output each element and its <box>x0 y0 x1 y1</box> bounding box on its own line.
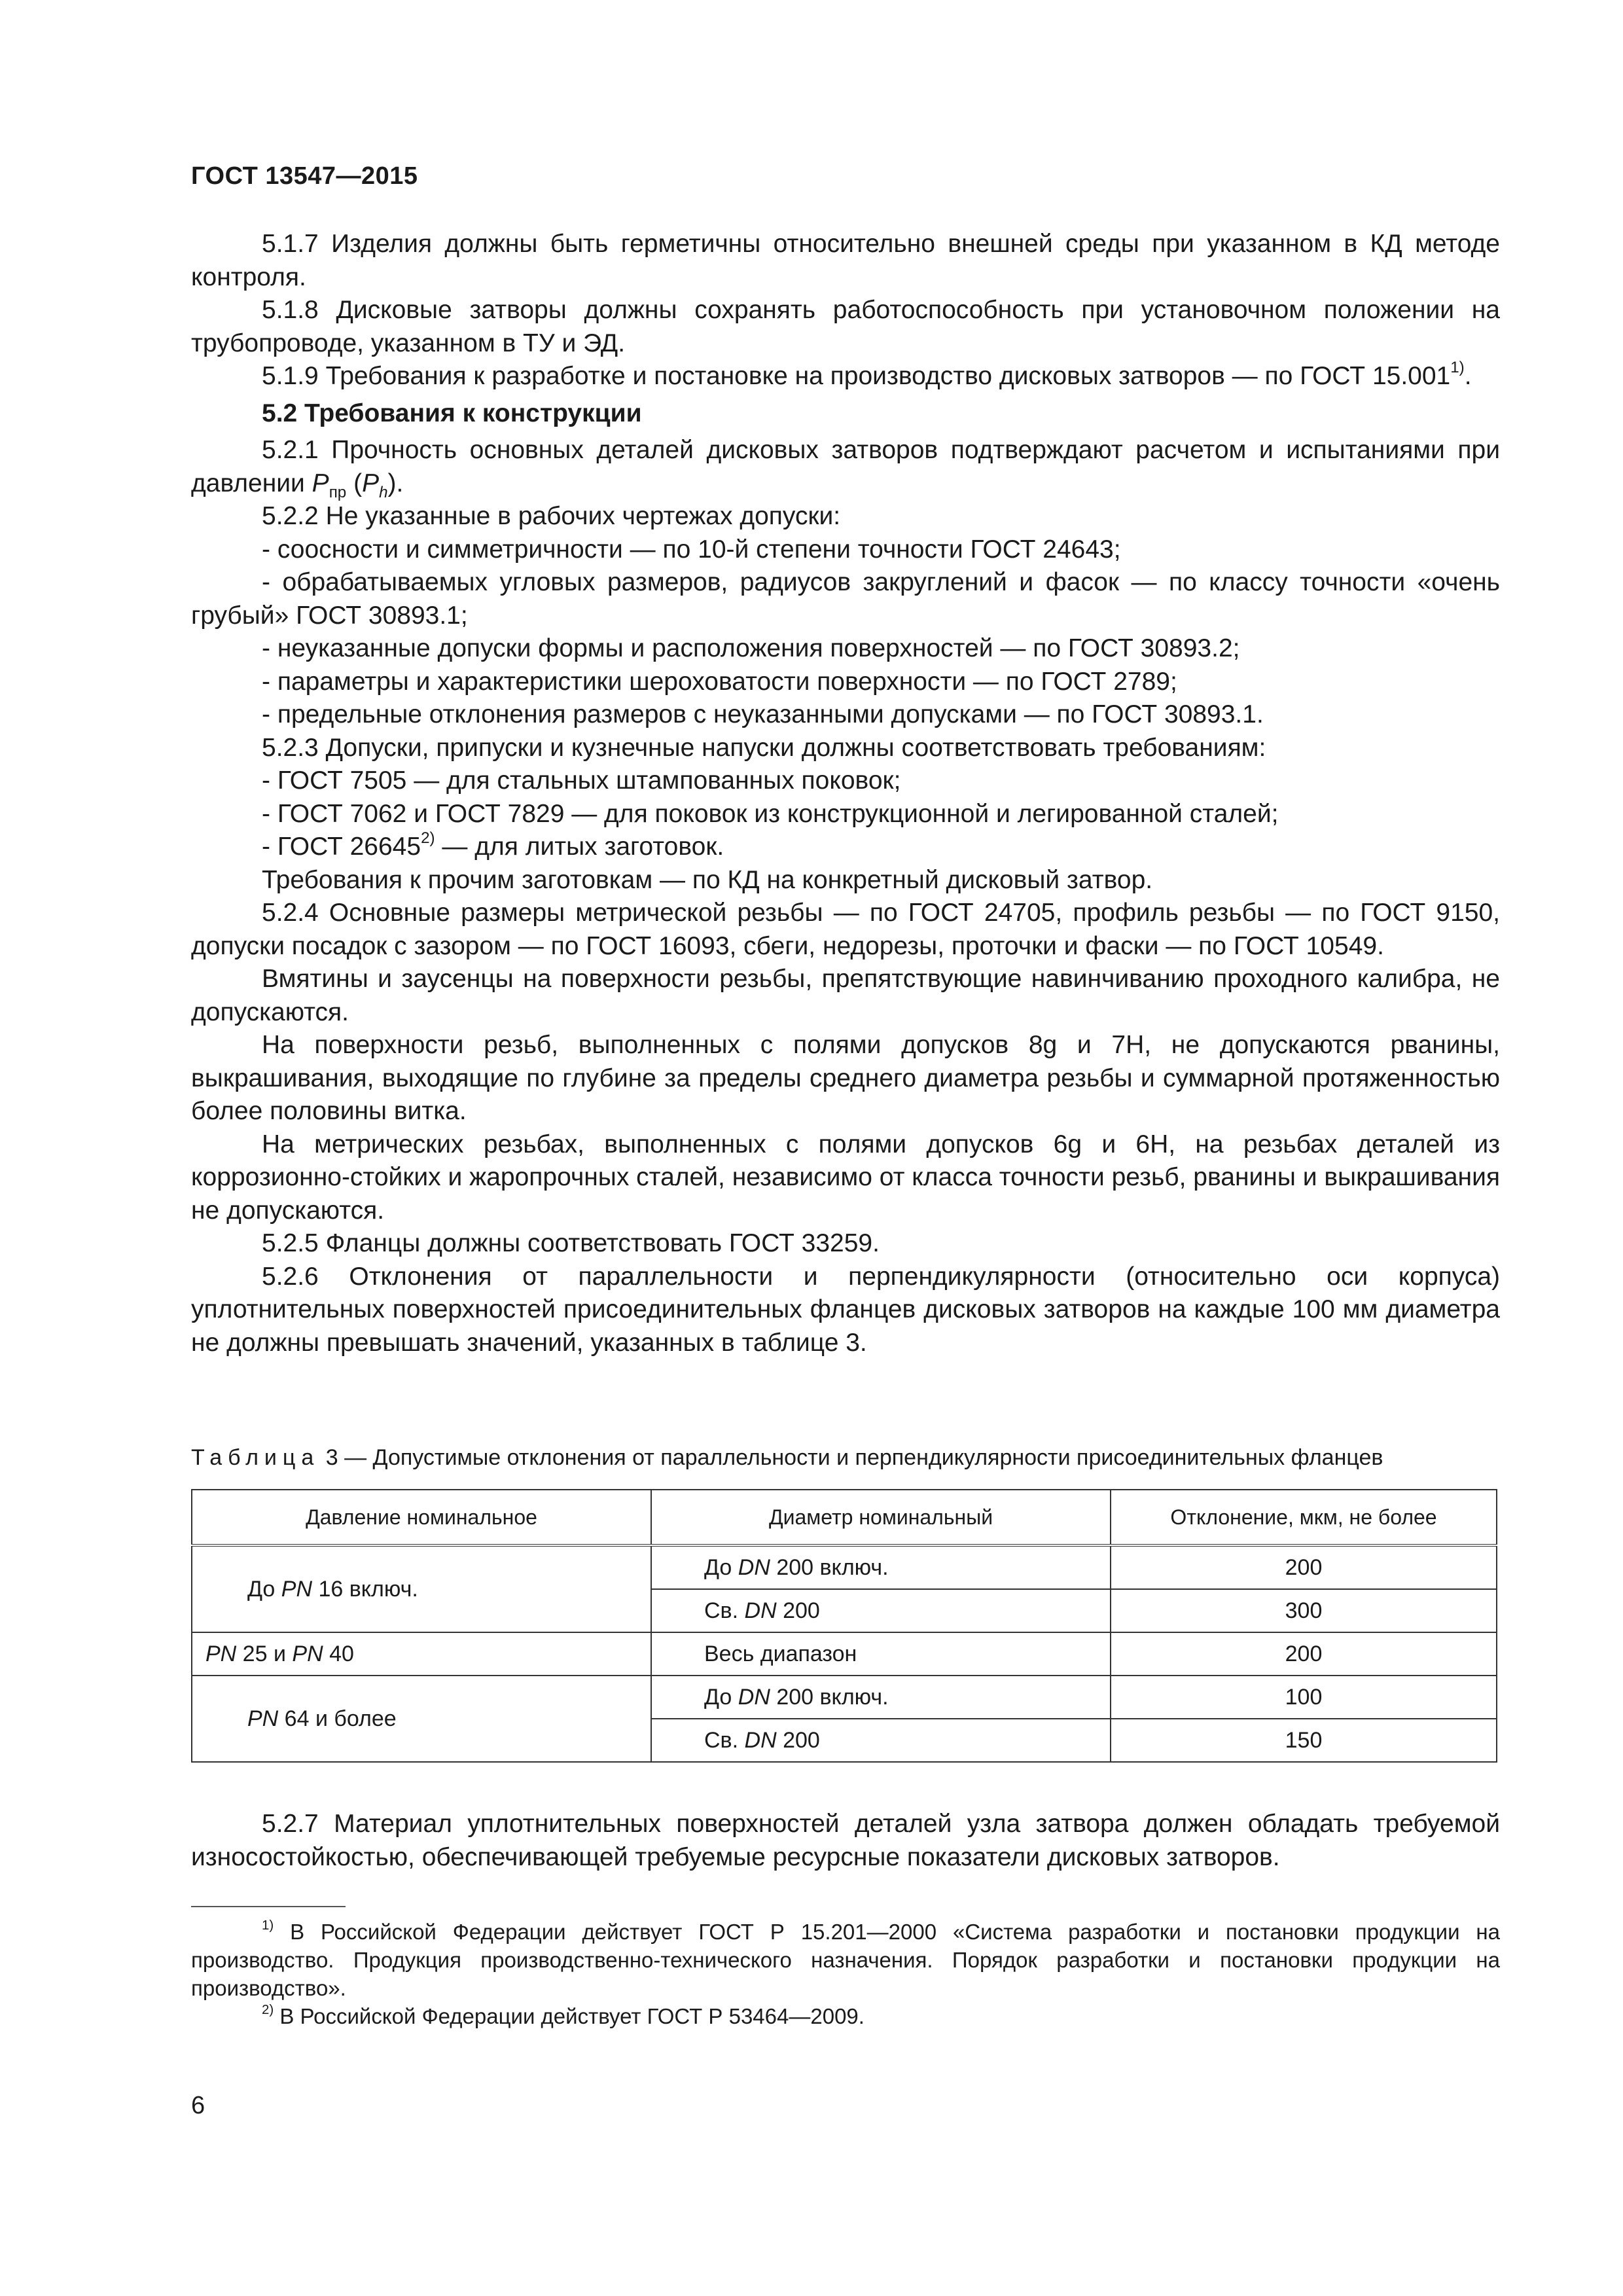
table-cell-deviation: 100 <box>1111 1676 1497 1719</box>
footnote-2 <box>191 2002 1500 2030</box>
paragraph-5-2-1 <box>191 434 1500 500</box>
cell-symbol: DN <box>738 1554 770 1580</box>
table-cell-diameter <box>651 1719 1111 1762</box>
cell-text: 25 и <box>236 1641 293 1666</box>
cell-text: Св. <box>704 1598 745 1623</box>
table-cell-diameter <box>651 1589 1111 1632</box>
body-text <box>191 228 1500 1359</box>
cell-symbol: DN <box>738 1684 770 1710</box>
paragraph-5-2-4: 5.2.4 Основные размеры метрической резьбы — по ГОСТ 24705, профиль резьбы — по ГОСТ 9150, допуски посадок с зазором — по ГОСТ 16093, сбеги, недорезы, проточки и фаски — по ГОСТ 10549. <box>191 899 1500 960</box>
footnote-1 <box>191 1918 1500 2002</box>
cell-text: До <box>704 1684 738 1710</box>
footnote-divider <box>191 1906 346 1907</box>
table-cell-pressure <box>192 1545 651 1632</box>
table-cell-pressure <box>192 1676 651 1762</box>
paragraph-5-1-7: 5.1.7 Изделия должны быть герметичны относительно внешней среды при указанном в КД методе контроля. <box>191 230 1500 291</box>
table-cell-pressure <box>192 1632 651 1676</box>
table-caption-label: Таблица <box>191 1445 320 1470</box>
paragraph-5-2-1-text: 5.2.1 Прочность основных деталей дисковых затворов подтверждают расчетом и испытаниями при давлении <box>191 436 1500 497</box>
paragraph-5-1-9 <box>191 360 1500 393</box>
footnotes <box>191 1918 1500 2030</box>
paragraph-other-blanks: Требования к прочим заготовкам — по КД на конкретный дисковый затвор. <box>262 865 1153 894</box>
paragraph-5-2-5: 5.2.5 Фланцы должны соответствовать ГОСТ 33259. <box>262 1229 880 1257</box>
page-number: 6 <box>191 2092 205 2119</box>
table-cell-deviation: 150 <box>1111 1719 1497 1762</box>
footnote-mark-1: 1) <box>262 1917 274 1933</box>
paren-close: ). <box>387 469 404 497</box>
cell-symbol: PN <box>205 1641 237 1666</box>
symbol-p-subscript: пр <box>329 483 347 501</box>
cell-text: 64 и более <box>278 1706 397 1731</box>
list-item: - параметры и характеристики шероховатости поверхности — по ГОСТ 2789; <box>262 667 1177 696</box>
symbol-ph: P <box>362 469 380 497</box>
table-cell-deviation: 300 <box>1111 1589 1497 1632</box>
paragraph-5-1-9-end: . <box>1464 362 1472 390</box>
footnote-2-text: В Российской Федерации действует ГОСТ Р 53464—2009. <box>274 2004 865 2028</box>
cell-symbol: PN <box>281 1576 312 1602</box>
paragraph-5-2-2: 5.2.2 Не указанные в рабочих чертежах допуски: <box>262 502 841 530</box>
table-cell-diameter <box>651 1545 1111 1589</box>
footnote-mark-2: 2) <box>262 2001 274 2017</box>
table-cell-deviation: 200 <box>1111 1545 1497 1589</box>
cell-text: До <box>247 1576 281 1602</box>
footnote-ref-1: 1) <box>1450 359 1465 377</box>
cell-text: 200 <box>776 1598 820 1623</box>
body-text-after-table <box>191 1808 1500 1874</box>
table-cell-diameter <box>651 1676 1111 1719</box>
symbol-h: h <box>379 483 388 501</box>
paragraph-5-2-6: 5.2.6 Отклонения от параллельности и перпендикулярности (относительно оси корпуса) уплотнительных поверхностей присоединительных фланцев дисковых затворов на каждые 100 мм диаметра не должны превышать значений, указанных в таблице 3. <box>191 1262 1500 1357</box>
section-heading-5-2: 5.2 Требования к конструкции <box>262 399 642 427</box>
table-cell-diameter: Весь диапазон <box>651 1632 1111 1676</box>
paragraph-5-2-7: 5.2.7 Материал уплотнительных поверхностей деталей узла затвора должен обладать требуемой износостойкостью, обеспечивающей требуемые ресурсные показатели дисковых затворов. <box>191 1810 1500 1871</box>
table-3 <box>191 1489 1497 1763</box>
cell-text: 200 включ. <box>770 1554 889 1580</box>
table-row <box>192 1632 1497 1676</box>
document-header: ГОСТ 13547—2015 <box>191 162 418 190</box>
table-cell-deviation: 200 <box>1111 1632 1497 1676</box>
footnote-1-text: В Российской Федерации действует ГОСТ Р 15.201—2000 «Система разработки и постановки продукции на производство. Продукция производственно-технического назначения. Порядок разработки и постановки продукции на производство». <box>191 1920 1500 2000</box>
paragraph-5-2-3: 5.2.3 Допуски, припуски и кузнечные напуски должны соответствовать требованиям: <box>262 733 1266 762</box>
symbol-ph-subscript <box>379 483 387 501</box>
table-row <box>192 1676 1497 1719</box>
list-item: - ГОСТ 7062 и ГОСТ 7829 — для поковок из конструкционной и легированной сталей; <box>262 799 1279 828</box>
cell-text: 200 <box>776 1727 820 1753</box>
paragraph-dents: Вмятины и заусенцы на поверхности резьбы, препятствующие навинчиванию проходного калибра, не допускаются. <box>191 965 1500 1026</box>
column-header-pressure: Давление номинальное <box>192 1490 651 1545</box>
list-item: - предельные отклонения размеров с неуказанными допусками — по ГОСТ 30893.1. <box>262 700 1264 728</box>
table-caption-text: 3 — Допустимые отклонения от параллельности и перпендикулярности присоединительных фланцев <box>319 1445 1383 1470</box>
symbol-p: P <box>312 469 329 497</box>
list-item: - обрабатываемых угловых размеров, радиусов закруглений и фасок — по классу точности «очень грубый» ГОСТ 30893.1; <box>191 568 1500 630</box>
table-caption <box>191 1443 1500 1472</box>
paragraph-thread-8g: На поверхности резьб, выполненных с полями допусков 8g и 7Н, не допускаются рванины, выкрашивания, выходящие по глубине за пределы среднего диаметра резьбы и суммарной протяженностью более половины витка. <box>191 1031 1500 1125</box>
cell-text: До <box>704 1554 738 1580</box>
list-item: - соосности и симметричности — по 10-й степени точности ГОСТ 24643; <box>262 535 1121 564</box>
list-item <box>191 831 1500 864</box>
cell-text: 200 включ. <box>770 1684 889 1710</box>
cell-text: Св. <box>704 1727 745 1753</box>
column-header-diameter: Диаметр номинальный <box>651 1490 1111 1545</box>
paragraph-5-1-8: 5.1.8 Дисковые затворы должны сохранять работоспособность при установочном положении на трубопроводе, указанном в ТУ и ЭД. <box>191 296 1500 357</box>
cell-symbol: PN <box>247 1706 279 1731</box>
list-item-text-end: — для литых заготовок. <box>435 833 724 861</box>
table-header-row <box>192 1490 1497 1545</box>
cell-text: 40 <box>323 1641 354 1666</box>
table-row <box>192 1545 1497 1589</box>
cell-symbol: DN <box>744 1598 777 1623</box>
paragraph-thread-6g: На метрических резьбах, выполненных с полями допусков 6g и 6Н, на резьбах деталей из коррозионно-стойких и жаропрочных сталей, независимо от класса точности резьб, рванины и выкрашивания не допускаются. <box>191 1130 1500 1225</box>
cell-symbol: PN <box>292 1641 323 1666</box>
list-item: - неуказанные допуски формы и расположения поверхностей — по ГОСТ 30893.2; <box>262 634 1240 662</box>
cell-symbol: DN <box>744 1727 777 1753</box>
paragraph-5-1-9-text: 5.1.9 Требования к разработке и постановке на производство дисковых затворов — по ГОСТ 15.001 <box>262 362 1451 390</box>
list-item-text: - ГОСТ 26645 <box>262 833 421 861</box>
footnote-ref-2: 2) <box>421 829 435 848</box>
paren-open: ( <box>346 469 363 497</box>
list-item: - ГОСТ 7505 — для стальных штампованных поковок; <box>262 766 901 795</box>
column-header-deviation: Отклонение, мкм, не более <box>1111 1490 1497 1545</box>
cell-text: 16 включ. <box>312 1576 418 1602</box>
